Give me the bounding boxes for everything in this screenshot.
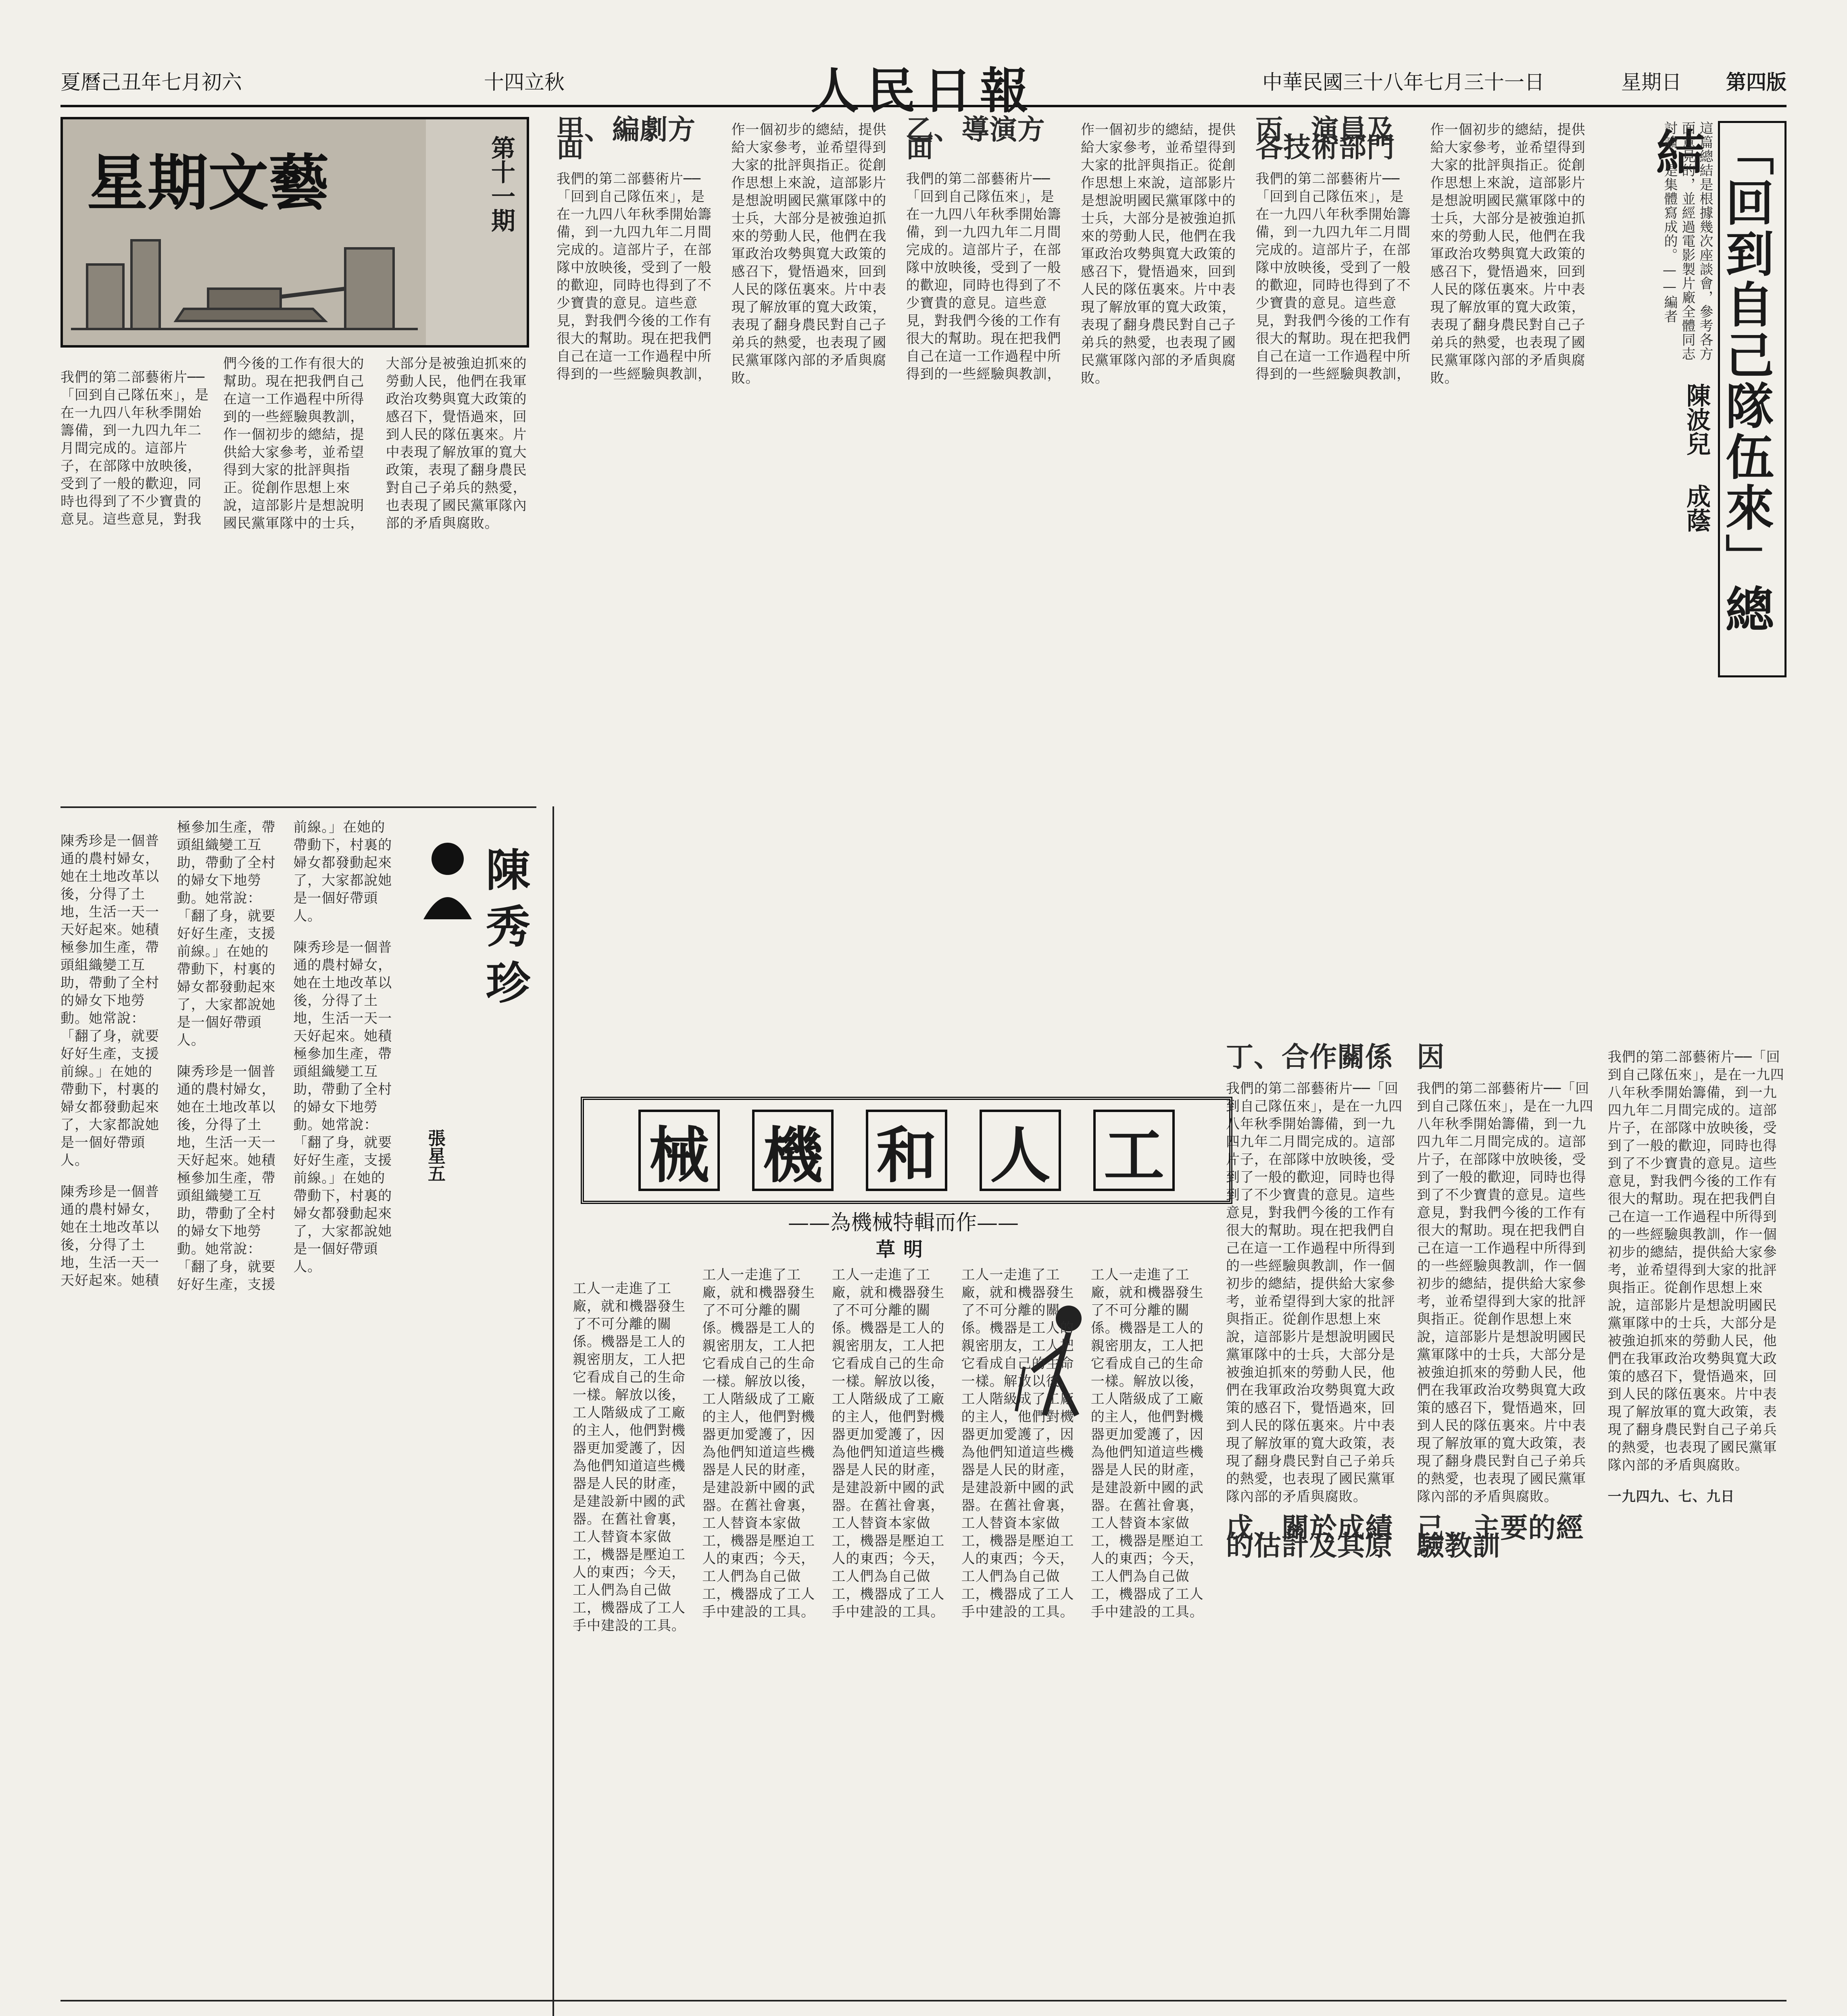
lead-body-text-2: 我們的第二部藝術片──「回到自己隊伍來」，是在一九四八年秋季開始籌備，到一九四九年二月間完成的。這部片子，在部隊中放映後，受到了一般的歡迎，同時也得到了不少寶貴的意見。這些意見，對我們今後的工作有很大的幫助。現在把我們自己在這一工作過程中所得到的一些經驗與教訓，作一個初步的總結，提供給大家參考，並希望得到大家的批評與指正。從創作思想上來說，這部影片是想說明國民黨軍隊中的士兵，大部分是被強迫抓來的勞動人民，他們在我軍政治攻勢與寬大政策的感召下，覺悟過來，回到人民的隊伍裏來。片中表現了解放軍的寬大政策，表現了翻身農民對自己子弟兵的熱愛，也表現了國民黨軍隊內部的矛盾與腐敗。 [906, 122, 1236, 386]
worker-machine-header [581, 1097, 1226, 1261]
lunar-date-label: 夏曆己丑年七月初六 [60, 71, 242, 94]
section-heading-1: 甲、編劇方面 [557, 114, 696, 164]
section-heading-4: 丁、合作關係 [1226, 1041, 1393, 1073]
section-heading-6: 己、主要的經驗教訓 [1417, 1512, 1584, 1562]
lead-headline: 「回到自己隊伍來」總結 [1718, 121, 1787, 677]
worker-machine-subtitle: ——為機械特輯而作—— [788, 1211, 1019, 1235]
worker-body-text-2: 工人一走進了工廠，就和機器發生了不可分離的關係。機器是工人的親密朋友，工人把它看成自己的生命一樣。解放以後，工人階級成了工廠的主人，他們對機器更加愛護了，因為他們知道這些機器是人民的財產，是建設新中國的武器。在舊社會裏，工人替資本家做工，機器是壓迫工人的東西；今天，工人們為自己做工，機器成了工人手中建設的工具。 [702, 1267, 815, 1620]
left-body-text: 我們的第二部藝術片──「回到自己隊伍來」，是在一九四八年秋季開始籌備，到一九四九年二月間完成的。這部片子，在部隊中放映後，受到了一般的歡迎，同時也得到了不少寶貴的意見。這些意見，對我們今後的工作有很大的幫助。現在把我們自己在這一工作過程中所得到的一些經驗與教訓，作一個初步的總結，提供給大家參考，並希望得到大家的批評與指正。從創作思想上來說，這部影片是想說明國民黨軍隊中的士兵，大部分是被強迫抓來的勞動人民，他們在我軍政治攻勢與寬大政策的感召下，覺悟過來，回到人民的隊伍裏來。片中表現了解放軍的寬大政策，表現了翻身農民對自己子弟兵的熱愛，也表現了國民黨軍隊內部的矛盾與腐敗。 [60, 356, 527, 531]
section-heading-3: 丙、演員及各技術部門 [1255, 114, 1395, 164]
title-char: 械 [638, 1110, 720, 1191]
lead-body-text-6: 我們的第二部藝術片──「回到自己隊伍來」，是在一九四八年秋季開始籌備，到一九四九年二月間完成的。這部片子，在部隊中放映後，受到了一般的歡迎，同時也得到了不少寶貴的意見。這些意見，對我們今後的工作有很大的幫助。現在把我們自己在這一工作過程中所得到的一些經驗與教訓，作一個初步的總結，提供給大家參考，並希望得到大家的批評與指正。從創作思想上來說，這部影片是想說明國民黨軍隊中的士兵，大部分是被強迫抓來的勞動人民，他們在我軍政治攻勢與寬大政策的感召下，覺悟過來，回到人民的隊伍裏來。片中表現了解放軍的寬大政策，表現了翻身農民對自己子弟兵的熱愛，也表現了國民黨軍隊內部的矛盾與腐敗。 [1607, 1049, 1784, 1473]
worker-machine-title-frame [581, 1097, 1232, 1204]
lead-article-continued [1226, 1041, 1787, 1988]
worker-machine-byline: 草明 [876, 1238, 931, 1261]
worker-body-text-4: 工人一走進了工廠，就和機器發生了不可分離的關係。機器是工人的親密朋友，工人把它看成自己的生命一樣。解放以後，工人階級成了工廠的主人，他們對機器更加愛護了，因為他們知道這些機器是人民的財產，是建設新中國的武器。在舊社會裏，工人替資本家做工，機器是壓迫工人的東西；今天，工人們為自己做工，機器成了工人手中建設的工具。 [961, 1267, 1074, 1620]
banner-art-text: 星期文藝 [87, 148, 329, 219]
weekday-label: 星期日 [1621, 71, 1682, 94]
masthead [60, 60, 1787, 119]
chen-xiuzhen-author: 張星五 [425, 1129, 445, 1182]
title-char: 和 [866, 1110, 947, 1191]
title-char: 人 [980, 1110, 1061, 1191]
divider [60, 806, 536, 808]
divider [60, 2000, 1787, 2001]
worker-body-text-3: 工人一走進了工廠，就和機器發生了不可分離的關係。機器是工人的親密朋友，工人把它看成自己的生命一樣。解放以後，工人階級成了工廠的主人，他們對機器更加愛護了，因為他們知道這些機器是人民的財產，是建設新中國的武器。在舊社會裏，工人替資本家做工，機器是壓迫工人的東西；今天，工人們為自己做工，機器成了工人手中建設的工具。 [832, 1267, 945, 1620]
lead-intro: 這篇總結是根據幾次座談會，參考各方面意見的，並經過電影製片廠全體同志討論，是集體寫成的。——編者 [1661, 121, 1713, 361]
title-char: 工 [1093, 1110, 1175, 1191]
date-label: 中華民國三十八年七月三十一日 [1262, 71, 1545, 94]
solar-term-label: 十四立秋 [484, 71, 565, 94]
divider [552, 806, 554, 2016]
chen-body-text-4: 陳秀珍是一個普通的農村婦女，她在土地改革以後，分得了土地，生活一天一天好起來。她積極參加生產，帶頭組織變工互助，帶動了全村的婦女下地勞動。她常說：「翻了身，就要好好生產，支援前線。」在她的帶動下，村裏的婦女都發動起來了，大家都說她是一個好帶頭人。 [293, 939, 392, 1275]
literature-banner [60, 117, 529, 348]
lead-body-text-5: 我們的第二部藝術片──「回到自己隊伍來」，是在一九四八年秋季開始籌備，到一九四九年二月間完成的。這部片子，在部隊中放映後，受到了一般的歡迎，同時也得到了不少寶貴的意見。這些意見，對我們今後的工作有很大的幫助。現在把我們自己在這一工作過程中所得到的一些經驗與教訓，作一個初步的總結，提供給大家參考，並希望得到大家的批評與指正。從創作思想上來說，這部影片是想說明國民黨軍隊中的士兵，大部分是被強迫抓來的勞動人民，他們在我軍政治攻勢與寬大政策的感召下，覺悟過來，回到人民的隊伍裏來。片中表現了解放軍的寬大政策，表現了翻身農民對自己子弟兵的熱愛，也表現了國民黨軍隊內部的矛盾與腐敗。 [1417, 1081, 1594, 1505]
lead-author: 陳波兒 成蔭 [1682, 383, 1711, 532]
chen-xiuzhen-title: 陳秀珍 [479, 847, 531, 1016]
worker-body-text-5: 工人一走進了工廠，就和機器發生了不可分離的關係。機器是工人的親密朋友，工人把它看成自己的生命一樣。解放以後，工人階級成了工廠的主人，他們對機器更加愛護了，因為他們知道這些機器是人民的財產，是建設新中國的武器。在舊社會裏，工人替資本家做工，機器是壓迫工人的東西；今天，工人們為自己做工，機器成了工人手中建設的工具。 [1090, 1267, 1204, 1620]
newspaper-title: 人民日報 [811, 62, 1036, 119]
city-tank-illustration [63, 119, 426, 345]
figure-silhouette-icon [403, 839, 484, 927]
chen-body-text-3: 陳秀珍是一個普通的農村婦女，她在土地改革以後，分得了土地，生活一天一天好起來。她積極參加生產，帶頭組織變工互助，帶動了全村的婦女下地勞動。她常說：「翻了身，就要好好生產，支援前線。」在她的帶動下，村裏的婦女都發動起來了，大家都說她是一個好帶頭人。 [177, 819, 392, 1293]
chen-xiuzhen-body [60, 818, 399, 1988]
chen-body-text-1: 陳秀珍是一個普通的農村婦女，她在土地改革以後，分得了土地，生活一天一天好起來。她積極參加生產，帶頭組織變工互助，帶動了全村的婦女下地勞動。她常說：「翻了身，就要好好生產，支援前線。」在她的帶動下，村裏的婦女都發動起來了，大家都說她是一個好帶頭人。 [60, 833, 159, 1168]
chen-body-text-2: 陳秀珍是一個普通的農村婦女，她在土地改革以後，分得了土地，生活一天一天好起來。她積極參加生產，帶頭組織變工互助，帶動了全村的婦女下地勞動。她常說：「翻了身，就要好好生產，支援前線。」在她的帶動下，村裏的婦女都發動起來了，大家都說她是一個好帶頭人。 [60, 819, 276, 1289]
worker-body-text-1: 工人一走進了工廠，就和機器發生了不可分離的關係。機器是工人的親密朋友，工人把它看成自己的生命一樣。解放以後，工人階級成了工廠的主人，他們對機器更加愛護了，因為他們知道這些機器是人民的財產，是建設新中國的武器。在舊社會裏，工人替資本家做工，機器是壓迫工人的東西；今天，工人們為自己做工，機器成了工人手中建設的工具。 [573, 1281, 686, 1634]
section-heading-2: 乙、導演方面 [906, 114, 1045, 164]
lead-body-text-3: 我們的第二部藝術片──「回到自己隊伍來」，是在一九四八年秋季開始籌備，到一九四九年二月間完成的。這部片子，在部隊中放映後，受到了一般的歡迎，同時也得到了不少寶貴的意見。這些意見，對我們今後的工作有很大的幫助。現在把我們自己在這一工作過程中所得到的一些經驗與教訓，作一個初步的總結，提供給大家參考，並希望得到大家的批評與指正。從創作思想上來說，這部影片是想說明國民黨軍隊中的士兵，大部分是被強迫抓來的勞動人民，他們在我軍政治攻勢與寬大政策的感召下，覺悟過來，回到人民的隊伍裏來。片中表現了解放軍的寬大政策，表現了翻身農民對自己子弟兵的熱愛，也表現了國民黨軍隊內部的矛盾與腐敗。 [1255, 122, 1586, 386]
lead-date-line: 一九四九、七、九日 [1607, 1489, 1735, 1505]
section-heading-5: 戊、關於成績的估計及其原因 [1226, 1041, 1445, 1562]
edition-label: 第四版 [1726, 70, 1787, 94]
lead-body-text-1: 我們的第二部藝術片──「回到自己隊伍來」，是在一九四八年秋季開始籌備，到一九四九年二月間完成的。這部片子，在部隊中放映後，受到了一般的歡迎，同時也得到了不少寶貴的意見。這些意見，對我們今後的工作有很大的幫助。現在把我們自己在這一工作過程中所得到的一些經驗與教訓，作一個初步的總結，提供給大家參考，並希望得到大家的批評與指正。從創作思想上來說，這部影片是想說明國民黨軍隊中的士兵，大部分是被強迫抓來的勞動人民，他們在我軍政治攻勢與寬大政策的感召下，覺悟過來，回到人民的隊伍裏來。片中表現了解放軍的寬大政策，表現了翻身農民對自己子弟兵的熱愛，也表現了國民黨軍隊內部的矛盾與腐敗。 [557, 122, 887, 386]
lead-body-text-4: 我們的第二部藝術片──「回到自己隊伍來」，是在一九四八年秋季開始籌備，到一九四九年二月間完成的。這部片子，在部隊中放映後，受到了一般的歡迎，同時也得到了不少寶貴的意見。這些意見，對我們今後的工作有很大的幫助。現在把我們自己在這一工作過程中所得到的一些經驗與教訓，作一個初步的總結，提供給大家參考，並希望得到大家的批評與指正。從創作思想上來說，這部影片是想說明國民黨軍隊中的士兵，大部分是被強迫抓來的勞動人民，他們在我軍政治攻勢與寬大政策的感召下，覺悟過來，回到人民的隊伍裏來。片中表現了解放軍的寬大政策，表現了翻身農民對自己子弟兵的熱愛，也表現了國民黨軍隊內部的矛盾與腐敗。 [1226, 1081, 1403, 1505]
title-char: 機 [752, 1110, 834, 1191]
issue-number: 第十一期 [487, 135, 515, 232]
worker-machine-body [573, 1266, 1210, 1992]
lead-article-body [557, 114, 1589, 1040]
left-column-article [60, 355, 536, 798]
